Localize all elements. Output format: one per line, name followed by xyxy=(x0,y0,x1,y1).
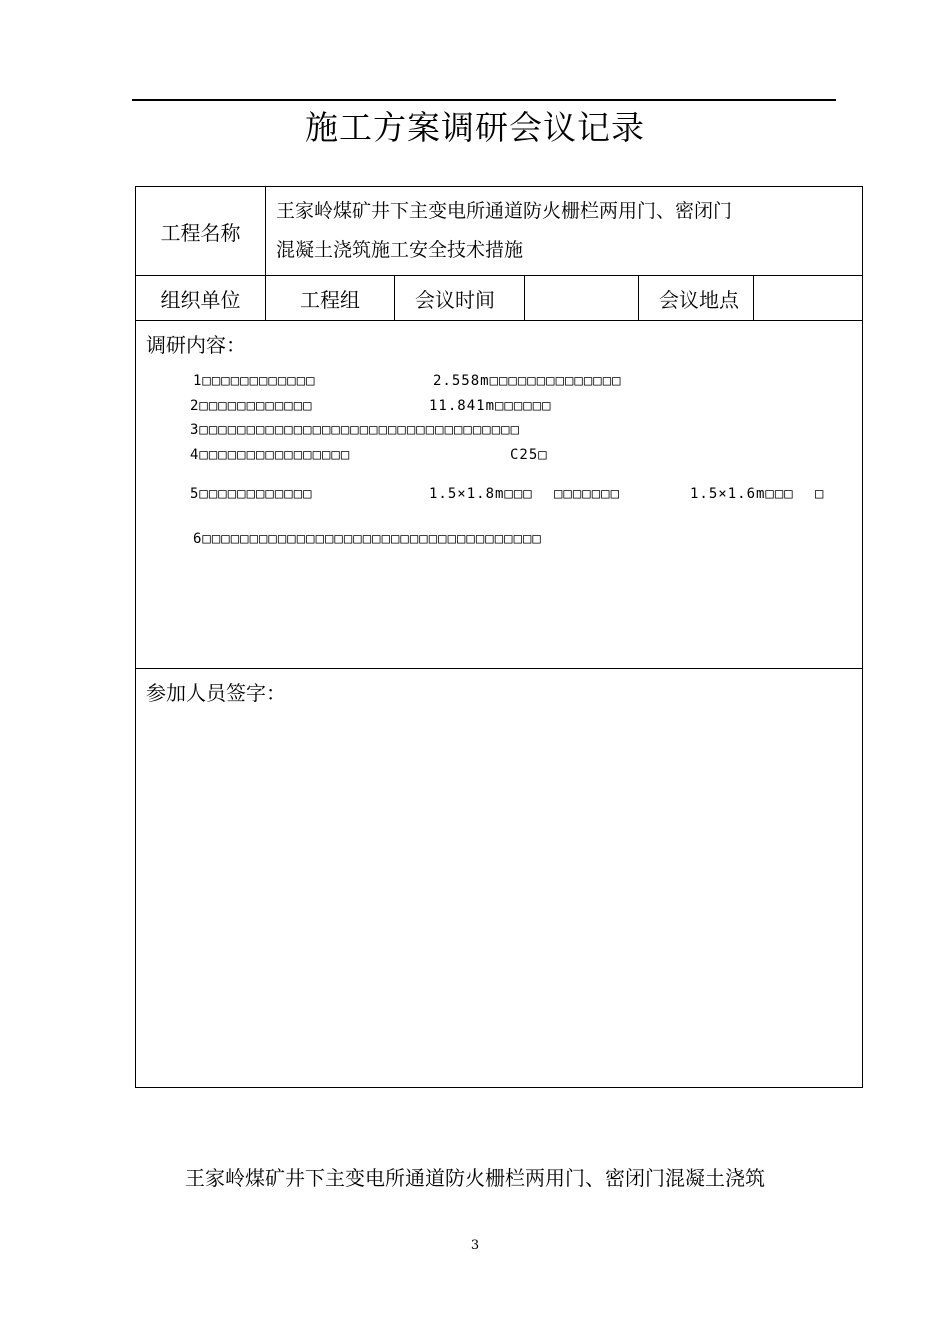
meeting-time-value xyxy=(525,276,639,321)
meeting-time-label: 会议时间 xyxy=(395,276,525,321)
item-2-text: 2□□□□□□□□□□□□ xyxy=(190,398,313,414)
meeting-place-label: 会议地点 xyxy=(639,276,754,321)
project-label: 工程名称 xyxy=(136,187,266,276)
meeting-record-table xyxy=(135,186,863,1088)
content-cell xyxy=(136,321,863,669)
item-2-detail: 11.841m□□□□□□ xyxy=(429,398,552,414)
project-name xyxy=(266,187,863,276)
item-5-detail-4: □ xyxy=(815,486,825,502)
org-label: 组织单位 xyxy=(136,276,266,321)
item-4-detail: C25□ xyxy=(510,447,548,463)
item-1-detail: 2.558m□□□□□□□□□□□□□□ xyxy=(433,373,622,389)
page-number: 3 xyxy=(470,1238,480,1253)
meeting-place-value xyxy=(754,276,863,321)
organization-row xyxy=(136,276,863,321)
footer-text: 王家岭煤矿井下主变电所通道防火栅栏两用门、密闭门混凝土浇筑 xyxy=(185,1166,765,1190)
signature-row xyxy=(136,669,863,1088)
project-name-line-1: 王家岭煤矿井下主变电所通道防火栅栏两用门、密闭门 xyxy=(276,200,733,222)
item-5-detail-3: 1.5×1.6m□□□ xyxy=(690,486,794,502)
item-5-detail-2: □□□□□□□ xyxy=(554,486,621,502)
item-4-text: 4□□□□□□□□□□□□□□□□ xyxy=(190,447,351,463)
top-rule xyxy=(132,99,836,101)
content-label: 调研内容： xyxy=(146,333,246,357)
item-3-text: 3□□□□□□□□□□□□□□□□□□□□□□□□□□□□□□□□□□ xyxy=(190,422,521,438)
item-1-text: 1□□□□□□□□□□□□ xyxy=(193,373,316,389)
item-5-detail: 1.5×1.8m□□□ xyxy=(429,486,533,502)
item-6-text: 6□□□□□□□□□□□□□□□□□□□□□□□□□□□□□□□□□□□□ xyxy=(193,531,542,547)
project-name-line-2: 混凝土浇筑施工安全技术措施 xyxy=(276,239,524,261)
project-row xyxy=(136,187,863,276)
signature-cell xyxy=(136,669,863,1088)
signature-label: 参加人员签字： xyxy=(146,681,286,705)
item-5-text: 5□□□□□□□□□□□□ xyxy=(190,486,313,502)
page-title: 施工方案调研会议记录 xyxy=(305,108,645,147)
content-items xyxy=(136,359,862,659)
org-value: 工程组 xyxy=(266,276,395,321)
content-row xyxy=(136,321,863,669)
